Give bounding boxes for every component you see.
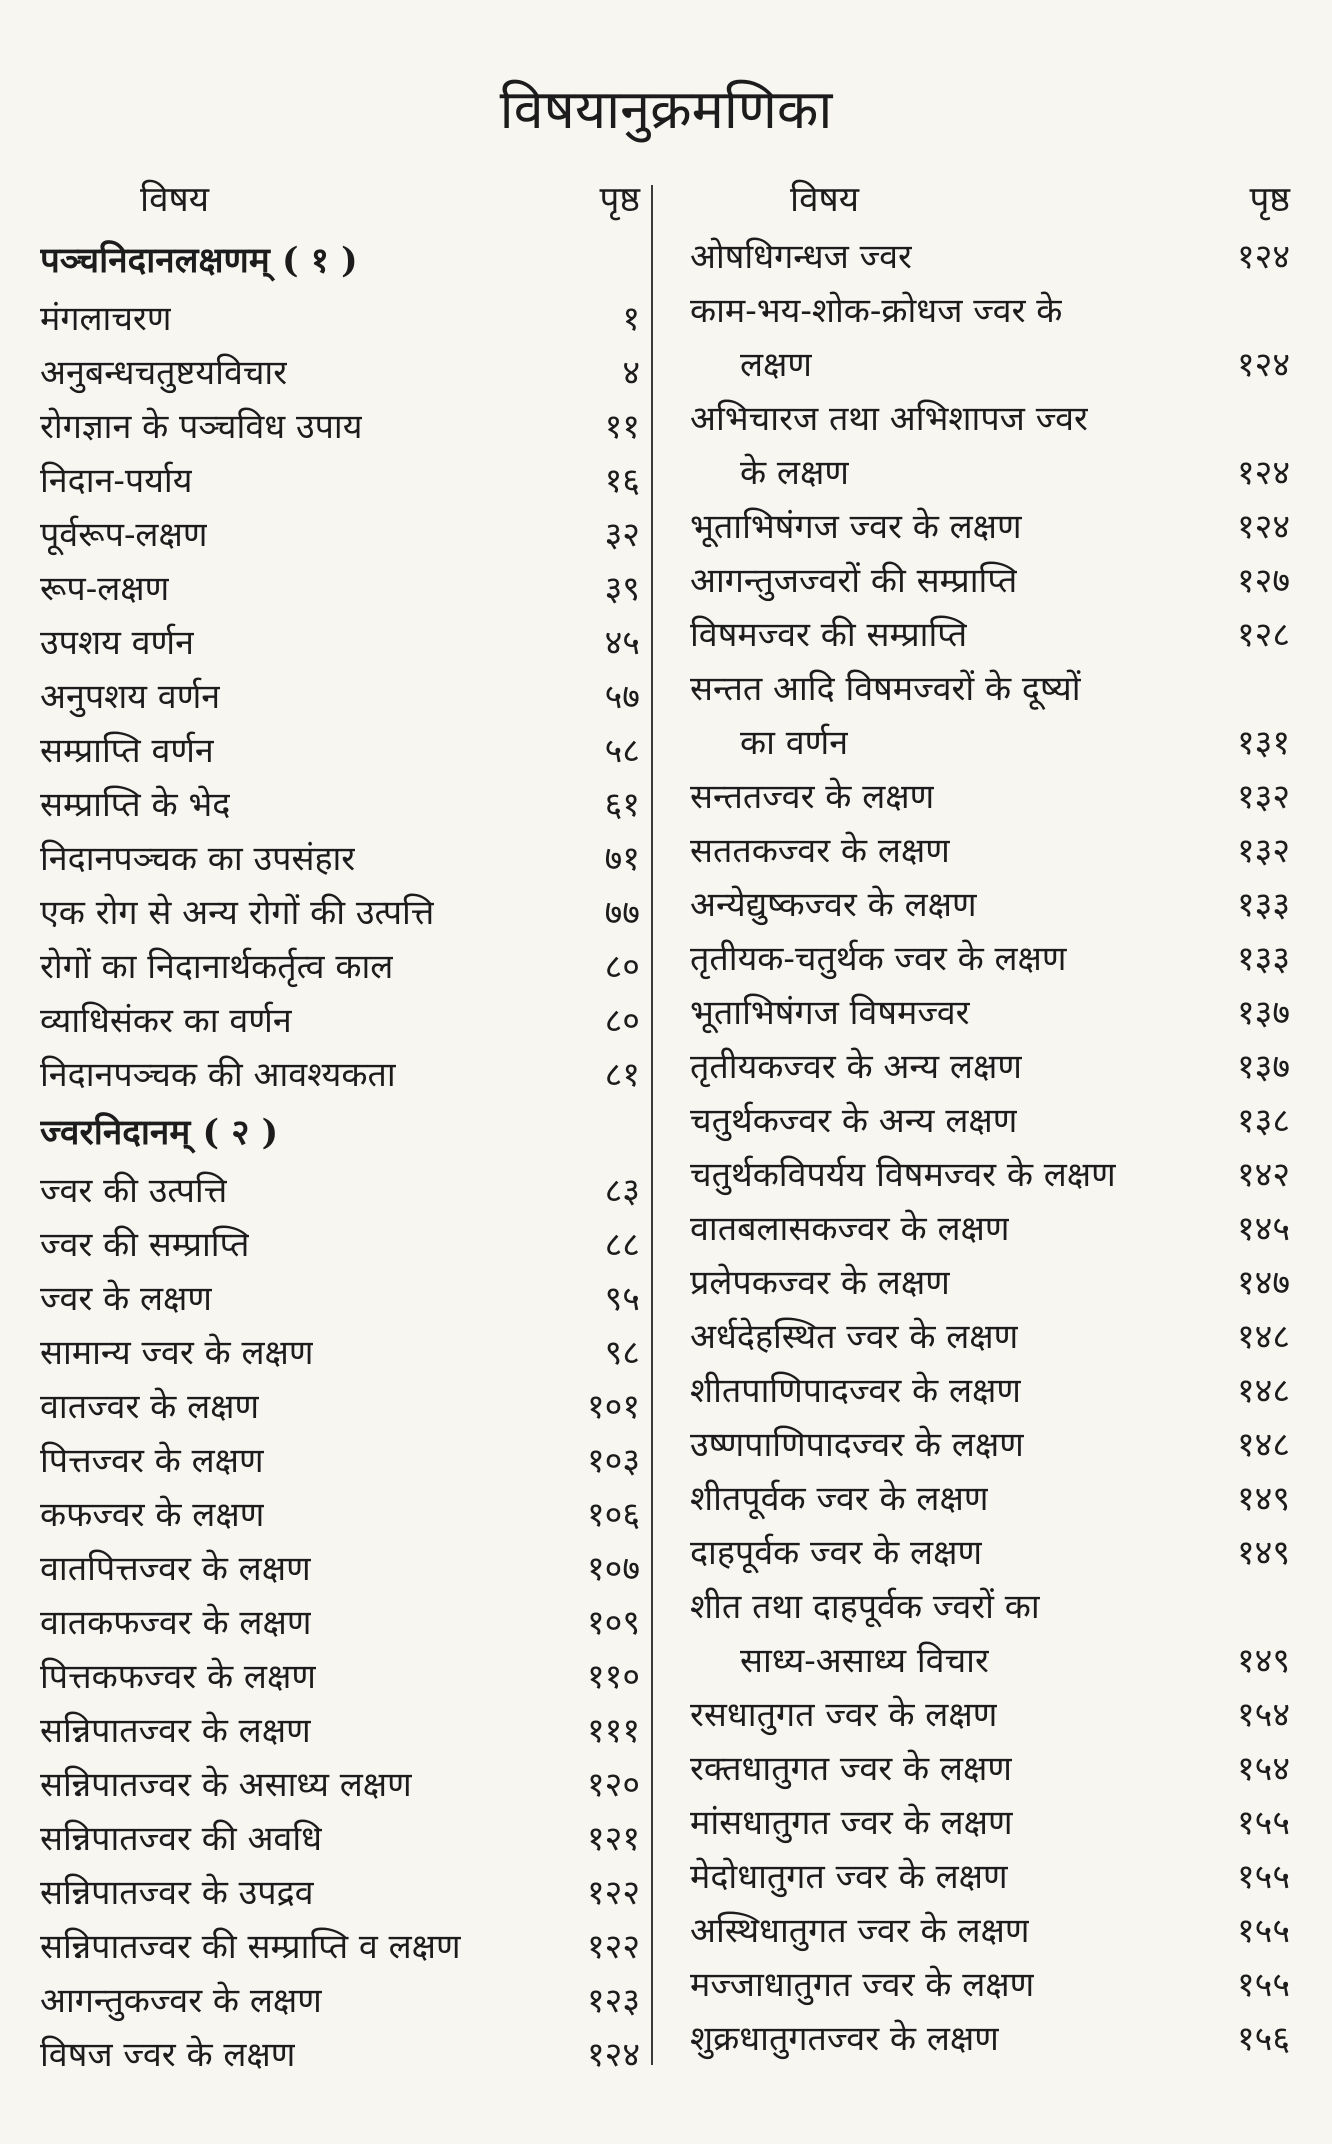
entry-title: अनुबन्धचतुष्टयविचार [40,353,288,393]
entry-page-number: १५५ [1236,1857,1290,1897]
entry-title: निदानपञ्चक की आवश्यकता [40,1055,396,1095]
toc-entry [690,1850,1290,1904]
column-header [40,170,640,230]
entry-title: आगन्तुकज्वर के लक्षण [40,1981,322,2021]
toc-entry [40,724,640,778]
entry-title: भूताभिषंगज विषमज्वर [690,993,970,1033]
entry-title: सामान्य ज्वर के लक्षण [40,1333,314,1373]
toc-entry [690,1796,1290,1850]
entry-title: सम्प्राप्ति के भेद [40,785,231,825]
entry-page-number: १५४ [1236,1695,1290,1735]
toc-entry [40,400,640,454]
entry-title: रसधातुगत ज्वर के लक्षण [690,1695,998,1735]
toc-entry [40,1920,640,1974]
toc-entry [690,554,1290,608]
entry-title: सम्प्राप्ति वर्णन [40,731,214,771]
toc-entry [690,1904,1290,1958]
entry-title: सन्निपातज्वर के उपद्रव [40,1873,314,1913]
toc-entry [690,2012,1290,2066]
entry-title: शीतपाणिपादज्वर के लक्षण [690,1371,1021,1411]
toc-entry [690,1418,1290,1472]
toc-entry [40,1758,640,1812]
entry-title: दाहपूर्वक ज्वर के लक्षण [690,1533,983,1573]
entry-page-number: १११ [586,1711,640,1751]
entry-title: व्याधिसंकर का वर्णन [40,1001,292,1041]
toc-entry [40,1596,640,1650]
entry-page-number: १०१ [586,1387,640,1427]
toc-entry [690,986,1290,1040]
toc-entry [690,1526,1290,1580]
entry-title: अनुपशय वर्णन [40,677,221,717]
toc-entry [690,446,1290,500]
toc-entry [40,778,640,832]
toc-entry [690,824,1290,878]
entry-page-number: १२४ [1236,237,1290,277]
toc-entry [40,1542,640,1596]
entry-page-number: १२४ [1236,453,1290,493]
entry-title: काम-भय-शोक-क्रोधज ज्वर के [690,291,1063,331]
toc-entry [40,1974,640,2028]
entry-page-number: १२१ [586,1819,640,1859]
toc-entry [690,1094,1290,1148]
entry-title: का वर्णन [740,723,849,763]
entry-title: ज्वर की सम्प्राप्ति [40,1225,250,1265]
entry-page-number: १ [622,299,640,339]
entry-title: उष्णपाणिपादज्वर के लक्षण [690,1425,1024,1465]
entry-page-number: १३३ [1236,885,1290,925]
entry-page-number: १०७ [586,1549,640,1589]
entry-title: उपशय वर्णन [40,623,194,663]
entry-page-number: १५५ [1236,1911,1290,1951]
entry-title: शुक्रधातुगतज्वर के लक्षण [690,2019,999,2059]
page-title: विषयानुक्रमणिका [499,78,833,141]
entry-title: सन्निपातज्वर की अवधि [40,1819,323,1859]
entry-page-number: १२४ [1236,345,1290,385]
entry-title: ज्वर के लक्षण [40,1279,212,1319]
left-rows [40,230,640,2082]
toc-entry [690,1148,1290,1202]
entry-title: प्रलेपकज्वर के लक्षण [690,1263,950,1303]
toc-entry [40,1272,640,1326]
entry-page-number: १३३ [1236,939,1290,979]
entry-title: पञ्चनिदानलक्षणम् ( १ ) [40,240,358,281]
entry-title: आगन्तुजज्वरों की सम्प्राप्ति [690,561,1018,601]
toc-entry [40,562,640,616]
entry-page-number: १३२ [1236,777,1290,817]
entry-page-number: १४५ [1236,1209,1290,1249]
entry-page-number: १६ [604,461,640,501]
entry-page-number: १२७ [1236,561,1290,601]
entry-title: सन्निपातज्वर के असाध्य लक्षण [40,1765,412,1805]
entry-title: पित्तकफज्वर के लक्षण [40,1657,316,1697]
entry-page-number: १४७ [1236,1263,1290,1303]
entry-title: अस्थिधातुगत ज्वर के लक्षण [690,1911,1030,1951]
right-rows [690,230,1290,2066]
entry-title: सन्तत आदि विषमज्वरों के दूष्यों [690,669,1081,709]
toc-entry [40,508,640,562]
entry-title: तृतीयकज्वर के अन्य लक्षण [690,1047,1022,1087]
toc-entry [690,1040,1290,1094]
toc-entry [690,1472,1290,1526]
entry-page-number: १३१ [1236,723,1290,763]
entry-page-number: ८८ [604,1225,640,1265]
toc-entry [40,1164,640,1218]
entry-page-number: १४९ [1236,1641,1290,1681]
entry-page-number: ९८ [604,1333,640,1373]
toc-entry [690,662,1290,716]
subject-header: विषय [140,180,210,220]
left-column [40,170,640,2082]
entry-page-number: ६१ [604,785,640,825]
entry-title: भूताभिषंगज ज्वर के लक्षण [690,507,1022,547]
entry-page-number: १५६ [1236,2019,1290,2059]
entry-page-number: १४८ [1236,1425,1290,1465]
entry-title: विषमज्वर की सम्प्राप्ति [690,615,968,655]
entry-page-number: १४८ [1236,1317,1290,1357]
entry-title: कफज्वर के लक्षण [40,1495,265,1535]
entry-page-number: १४९ [1236,1479,1290,1519]
entry-title: ओषधिगन्धज ज्वर [690,237,912,277]
toc-entry [690,1202,1290,1256]
toc-entry [40,2028,640,2082]
entry-page-number: १२२ [586,1927,640,1967]
entry-page-number: १५५ [1236,1803,1290,1843]
entry-page-number: ८० [604,1001,640,1041]
section-heading [40,230,640,292]
toc-entry [690,878,1290,932]
entry-title: ज्वर की उत्पत्ति [40,1171,228,1211]
toc-entry [40,1048,640,1102]
entry-title: अभिचारज तथा अभिशापज ज्वर [690,399,1088,439]
entry-title: मंगलाचरण [40,299,172,339]
entry-page-number: ७१ [604,839,640,879]
entry-page-number: ३२ [604,515,640,555]
entry-page-number: १२८ [1236,615,1290,655]
entry-page-number: १२४ [1236,507,1290,547]
toc-entry [40,940,640,994]
entry-page-number: ५८ [604,731,640,771]
toc-entry [40,1434,640,1488]
toc-entry [690,1958,1290,2012]
entry-page-number: ८१ [604,1055,640,1095]
entry-title: चतुर्थकविपर्यय विषमज्वर के लक्षण [690,1155,1116,1195]
entry-title: निदान-पर्याय [40,461,193,501]
entry-title: ज्वरनिदानम् ( २ ) [40,1112,279,1153]
toc-entry [690,608,1290,662]
entry-title: वातबलासकज्वर के लक्षण [690,1209,1010,1249]
entry-title: वातपित्तज्वर के लक्षण [40,1549,311,1589]
entry-title: मांसधातुगत ज्वर के लक्षण [690,1803,1013,1843]
toc-entry [40,832,640,886]
column-divider [651,185,653,2065]
entry-page-number: १२२ [586,1873,640,1913]
entry-title: सन्ततज्वर के लक्षण [690,777,935,817]
right-column [690,170,1290,2066]
entry-page-number: ९५ [604,1279,640,1319]
toc-entry [40,670,640,724]
entry-page-number: ११ [604,407,640,447]
entry-page-number: १४२ [1236,1155,1290,1195]
entry-title: मज्जाधातुगत ज्वर के लक्षण [690,1965,1035,2005]
entry-title: रोगों का निदानार्थकर्तृत्व काल [40,947,394,987]
entry-page-number: ५७ [604,677,640,717]
page-header: पृष्ठ [1249,180,1290,220]
toc-entry [40,616,640,670]
toc-entry [40,346,640,400]
toc-entry [690,392,1290,446]
entry-page-number: ८३ [604,1171,640,1211]
entry-page-number: १०६ [586,1495,640,1535]
toc-entry [690,1310,1290,1364]
entry-title: अर्धदेहस्थित ज्वर के लक्षण [690,1317,1019,1357]
entry-title: वातकफज्वर के लक्षण [40,1603,312,1643]
entry-page-number: ३९ [604,569,640,609]
entry-title: मेदोधातुगत ज्वर के लक्षण [690,1857,1008,1897]
toc-entry [40,1326,640,1380]
entry-title: तृतीयक-चतुर्थक ज्वर के लक्षण [690,939,1067,979]
column-header [690,170,1290,230]
entry-page-number: ८० [604,947,640,987]
toc-entry [690,1688,1290,1742]
entry-page-number: १३७ [1236,1047,1290,1087]
entry-page-number: १४८ [1236,1371,1290,1411]
toc-entry [690,1256,1290,1310]
toc-entry [690,716,1290,770]
entry-title: शीतपूर्वक ज्वर के लक्षण [690,1479,989,1519]
entry-page-number: १०३ [586,1441,640,1481]
entry-title: रक्तधातुगत ज्वर के लक्षण [690,1749,1012,1789]
toc-entry [40,1380,640,1434]
entry-title: सततकज्वर के लक्षण [690,831,950,871]
toc-entry [690,338,1290,392]
entry-title: पित्तज्वर के लक्षण [40,1441,264,1481]
entry-title: साध्य-असाध्य विचार [740,1641,989,1681]
entry-title: पूर्वरूप-लक्षण [40,515,208,555]
entry-page-number: १३८ [1236,1101,1290,1141]
toc-entry [690,284,1290,338]
toc-entry [40,1218,640,1272]
toc-entry [690,230,1290,284]
entry-title: लक्षण [740,345,813,385]
toc-entry [690,1580,1290,1634]
toc-entry [40,454,640,508]
toc-entry [40,1488,640,1542]
toc-entry [40,1704,640,1758]
entry-title: विषज ज्वर के लक्षण [40,2035,296,2075]
toc-entry [40,1812,640,1866]
entry-page-number: ११० [586,1657,640,1697]
toc-entry [40,994,640,1048]
toc-entry [690,770,1290,824]
entry-title: एक रोग से अन्य रोगों की उत्पत्ति [40,893,435,933]
subject-header: विषय [790,180,860,220]
entry-page-number: १२३ [586,1981,640,2021]
entry-page-number: १३७ [1236,993,1290,1033]
toc-entry [690,1634,1290,1688]
entry-page-number: १५४ [1236,1749,1290,1789]
entry-title: सन्निपातज्वर के लक्षण [40,1711,311,1751]
entry-page-number: १२४ [586,2035,640,2075]
entry-page-number: १५५ [1236,1965,1290,2005]
entry-page-number: १२० [586,1765,640,1805]
toc-entry [40,1866,640,1920]
toc-entry [690,1364,1290,1418]
entry-title: रोगज्ञान के पञ्चविध उपाय [40,407,363,447]
entry-title: रूप-लक्षण [40,569,170,609]
entry-title: वातज्वर के लक्षण [40,1387,260,1427]
entry-page-number: १०९ [586,1603,640,1643]
section-heading [40,1102,640,1164]
entry-page-number: ७७ [604,893,640,933]
toc-entry [690,500,1290,554]
entry-title: के लक्षण [740,453,849,493]
entry-page-number: ४५ [604,623,640,663]
entry-page-number: १३२ [1236,831,1290,871]
entry-title: चतुर्थकज्वर के अन्य लक्षण [690,1101,1018,1141]
entry-page-number: ४ [622,353,640,393]
toc-entry [40,292,640,346]
toc-entry [40,1650,640,1704]
entry-page-number: १४९ [1236,1533,1290,1573]
toc-entry [40,886,640,940]
toc-entry [690,932,1290,986]
entry-title: निदानपञ्चक का उपसंहार [40,839,356,879]
entry-title: सन्निपातज्वर की सम्प्राप्ति व लक्षण [40,1927,461,1967]
entry-title: अन्येद्युष्कज्वर के लक्षण [690,885,977,925]
entry-title: शीत तथा दाहपूर्वक ज्वरों का [690,1587,1040,1627]
page-header: पृष्ठ [599,180,640,220]
toc-entry [690,1742,1290,1796]
